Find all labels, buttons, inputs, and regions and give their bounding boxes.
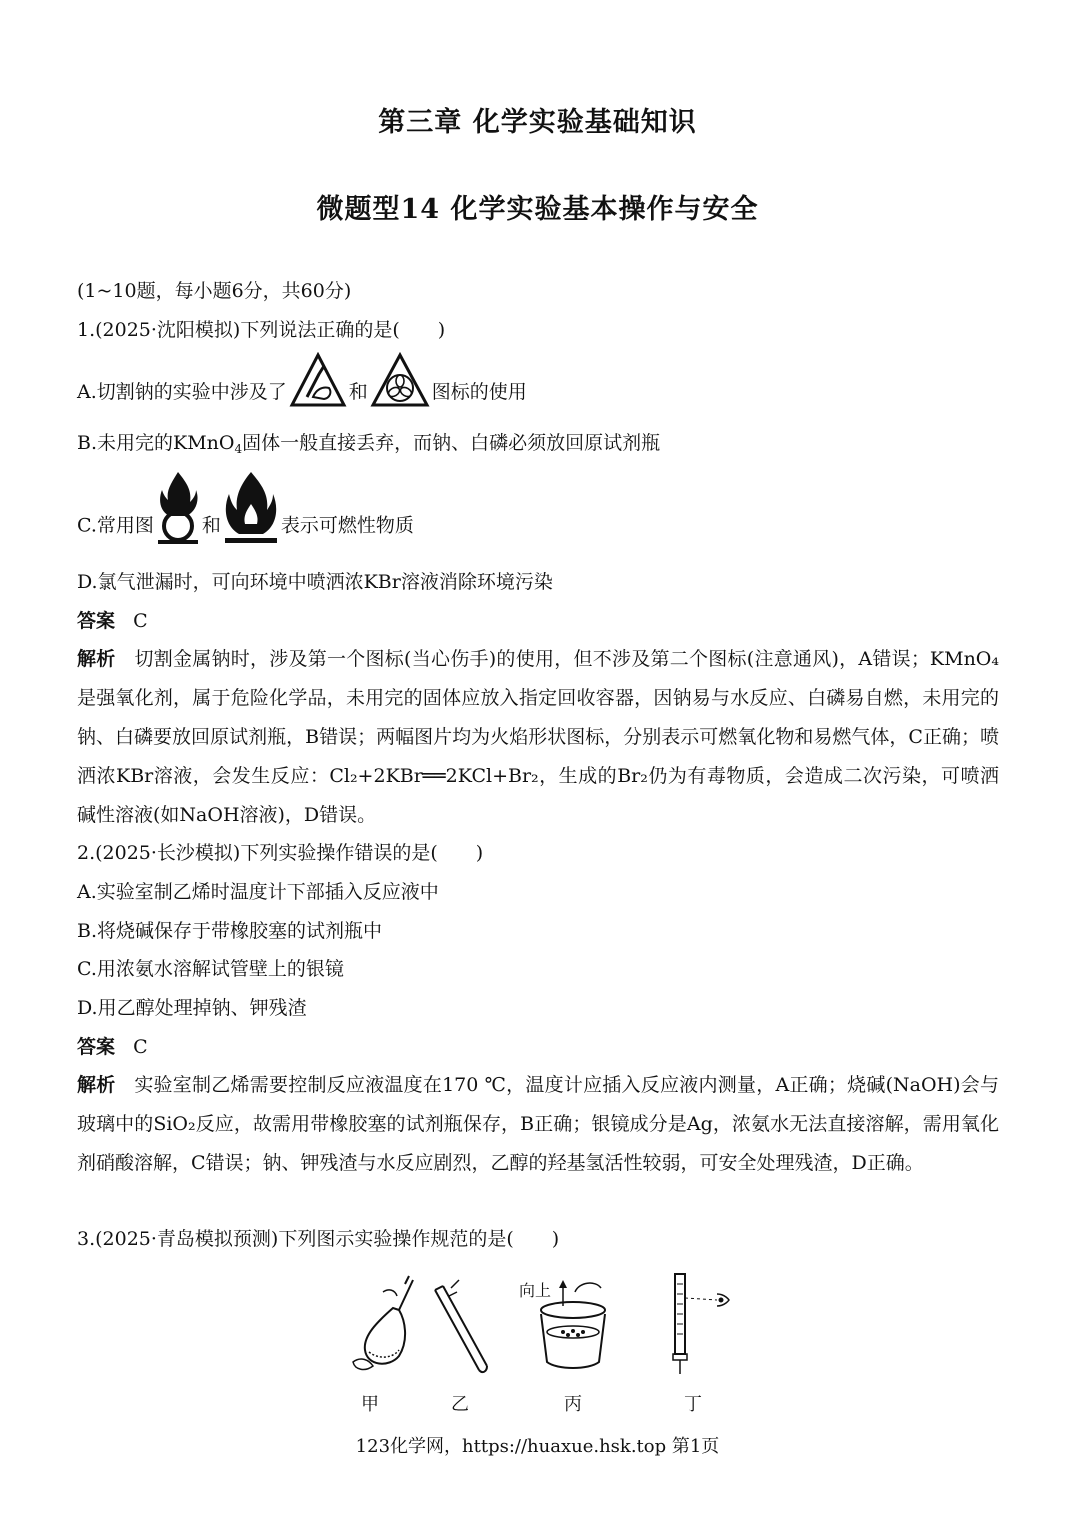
q2-answer-value: C [133, 1036, 148, 1058]
oxidizer-flame-over-circle-icon [156, 470, 200, 583]
q1-answer-value: C [133, 610, 148, 632]
q2-option-a: A.实验室制乙烯时温度计下部插入反应液中 [77, 881, 439, 903]
q1-option-b-subscript: 4 [234, 442, 243, 456]
figure-label-ding: 丁 [684, 1394, 702, 1415]
q2-answer-label: 答案 [77, 1036, 116, 1058]
q1-option-c-text: C.常用图 [77, 514, 154, 537]
page-footer: 123化学网，https://huaxue.hsk.top 第1页 [355, 1436, 720, 1457]
score-note: (1~10题，每小题6分，共60分) [77, 280, 352, 302]
q1-answer [77, 608, 148, 634]
q2-option-b: B.将烧碱保存于带橡胶塞的试剂瓶中 [77, 920, 383, 942]
q1-option-c-and: 和 [201, 514, 221, 537]
q3-stem: 3.(2025·青岛模拟预测)下列图示实验操作规范的是( ) [77, 1228, 560, 1250]
q1-option-b [77, 430, 660, 462]
hand-injury-warning-icon [289, 352, 347, 434]
flammable-flame-icon [223, 470, 279, 583]
q1-option-a [77, 352, 527, 434]
q1-answer-label: 答案 [77, 610, 116, 632]
q1-option-d: D.氯气泄漏时，可向环境中喷洒浓KBr溶液消除环境污染 [77, 571, 553, 593]
figure-arrow-label: 向上 [519, 1281, 552, 1300]
chapter-title: 第三章 化学实验基础知识 [378, 107, 697, 138]
q2-analysis-text: 实验室制乙烯需要控制反应液温度在170 ℃，温度计应插入反应液内测量，A正确；烧碱(NaOH)会与玻璃中的SiO₂反应，故需用带橡胶塞的试剂瓶保存，B正确；银镜成分是Ag，浓氨水无法直接溶解，需用氧化剂硝酸溶解，C错误；钠、钾残渣与水反应剧烈，乙醇的羟基氢活性较弱，可安全处理残渣，D正确。 [77, 1074, 999, 1174]
q2-option-d: D.用乙醇处理掉钠、钾残渣 [77, 997, 307, 1019]
q1-option-c-tail: 表示可燃性物质 [280, 514, 414, 537]
q1-option-b-text: B.未用完的KMnO [77, 432, 235, 454]
q1-analysis-text: 切割金属钠时，涉及第一个图标(当心伤手)的使用，但不涉及第二个图标(注意通风)，A错误；KMnO₄是强氧化剂，属于危险化学品，未用完的固体应放入指定回收容器，因钠易与水反应、白磷易自燃，未用完的钠、白磷要放回原试剂瓶，B错误；两幅图片均为火焰形状图标，分别表示可燃氧化物和易燃气体，C正确；喷洒浓KBr溶液，会发生反应：Cl₂+2KBr══2KCl+Br₂，生成的Br₂仍为有毒物质，会造成二次污染，可喷洒碱性溶液(如NaOH溶液)，D错误。 [77, 648, 1000, 826]
figure-ding-burette [655, 1270, 745, 1385]
q2-analysis [77, 1066, 999, 1183]
q1-option-a-text: A.切割钠的实验中涉及了 [77, 381, 287, 403]
q2-stem: 2.(2025·长沙模拟)下列实验操作错误的是( ) [77, 842, 484, 864]
figure-label-jia: 甲 [361, 1394, 379, 1415]
q2-option-c: C.用浓氨水溶解试管壁上的银镜 [77, 958, 344, 980]
figure-yi-tube [427, 1270, 497, 1385]
figure-label-yi: 乙 [451, 1394, 469, 1415]
q1-option-a-tail: 图标的使用 [431, 381, 527, 403]
figure-jia-flask [343, 1270, 433, 1385]
q1-stem: 1.(2025·沈阳模拟)下列说法正确的是( ) [77, 319, 446, 341]
figure-label-bing: 丙 [564, 1394, 582, 1415]
figure-bing-desiccator [515, 1270, 625, 1385]
ventilation-fan-icon [370, 352, 430, 434]
section-title: 微题型14 化学实验基本操作与安全 [316, 194, 759, 225]
q1-analysis-label: 解析 [77, 648, 116, 670]
q2-answer [77, 1034, 148, 1060]
q3-figures [335, 1270, 745, 1420]
q1-option-c [77, 470, 414, 583]
q1-option-a-and: 和 [348, 381, 368, 403]
q1-analysis [77, 640, 999, 835]
q1-option-b-tail: 固体一般直接丢弃，而钠、白磷必须放回原试剂瓶 [242, 432, 661, 454]
q2-analysis-label: 解析 [77, 1074, 116, 1096]
